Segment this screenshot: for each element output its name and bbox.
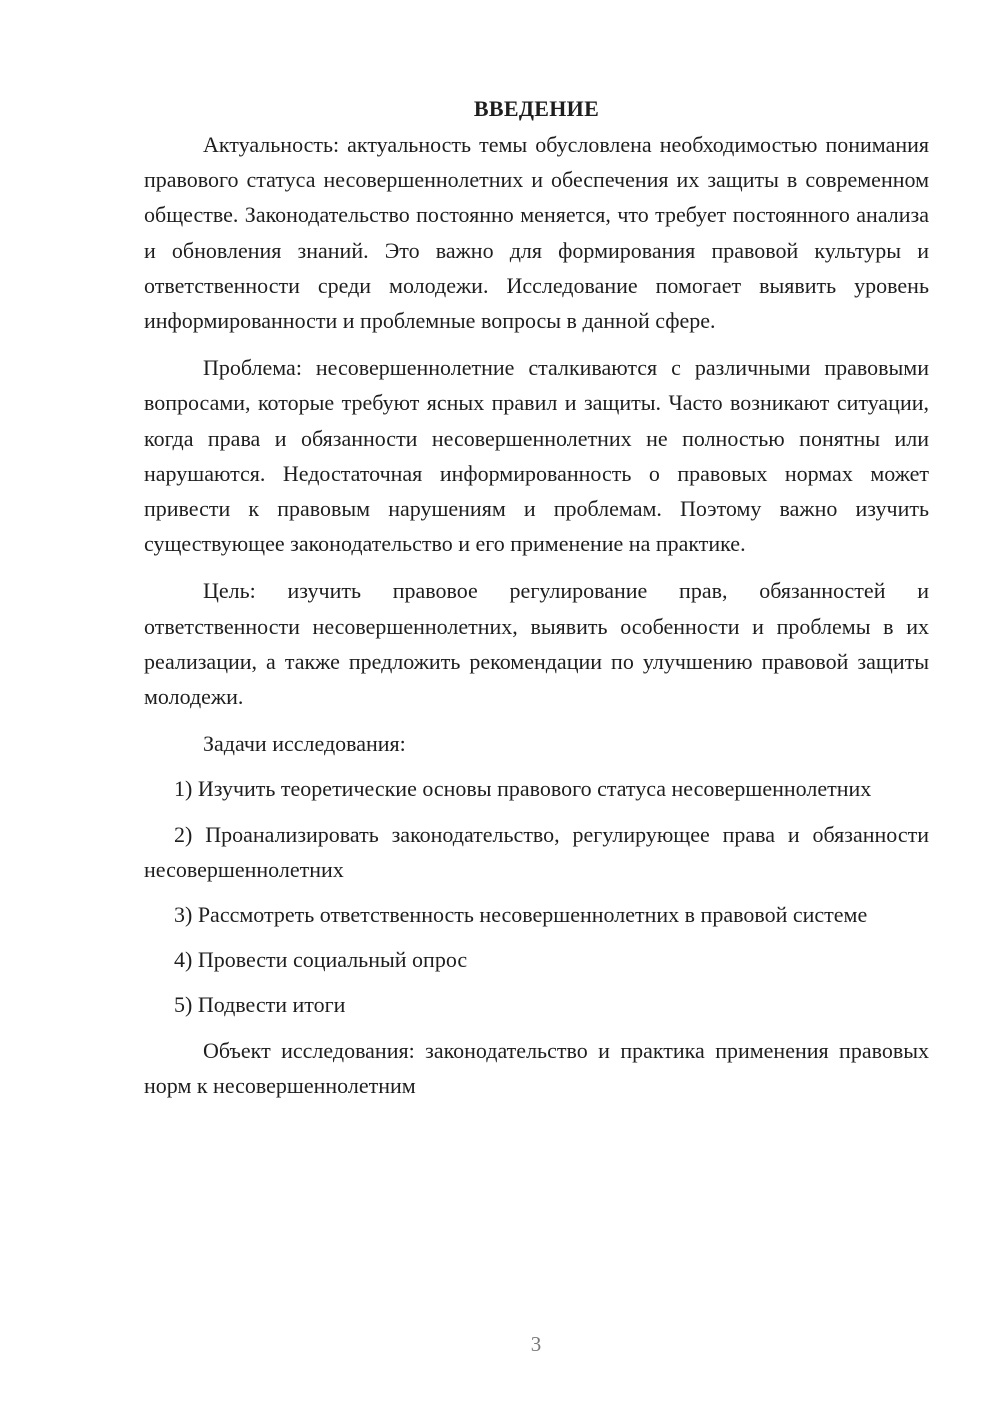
document-page: [144, 92, 929, 1115]
list-item: 5) Подвести итоги: [174, 992, 346, 1018]
tasks-title: Задачи исследования:: [203, 731, 406, 757]
list-item: 3) Рассмотреть ответственность несовершеннолетних в правовой системе: [174, 902, 868, 928]
section-heading: ВВЕДЕНИЕ: [473, 96, 600, 121]
page-number: 3: [530, 1332, 542, 1356]
list-item: 1) Изучить теоретические основы правового статуса несовершеннолетних: [174, 776, 872, 802]
tasks-list: [144, 771, 929, 1022]
list-item: 4) Провести социальный опрос: [174, 947, 468, 973]
problem-paragraph: Проблема: несовершеннолетние сталкиваются с различными правовыми вопросами, которые требуют ясных правил и защиты. Часто возникают ситуации, когда права и обязанности несовершеннолетних не полностью понятны или нарушаются. Недостаточная информированность о правовых нормах может привести к правовым нарушениям и проблемам. Поэтому важно изучить существующее законодательство и его применение на практике.: [144, 355, 929, 557]
goal-paragraph: Цель: изучить правовое регулирование прав, обязанностей и ответственности несовершеннолетних, выявить особенности и проблемы в их реализации, а также предложить рекомендации по улучшению правовой защиты молодежи.: [144, 578, 929, 710]
relevance-paragraph: Актуальность: актуальность темы обусловлена необходимостью понимания правового статуса несовершеннолетних и обеспечения их защиты в современном обществе. Законодательство постоянно меняется, что требует постоянного анализа и обновления знаний. Это важно для формирования правовой культуры и ответственности среди молодежи. Исследование помогает выявить уровень информированности и проблемные вопросы в данной сфере.: [144, 132, 929, 334]
list-item: 2) Проанализировать законодательство, регулирующее права и обязанности несовершеннолетних: [144, 821, 929, 882]
object-paragraph: Объект исследования: законодательство и практика применения правовых норм к несовершеннолетним: [144, 1037, 929, 1098]
